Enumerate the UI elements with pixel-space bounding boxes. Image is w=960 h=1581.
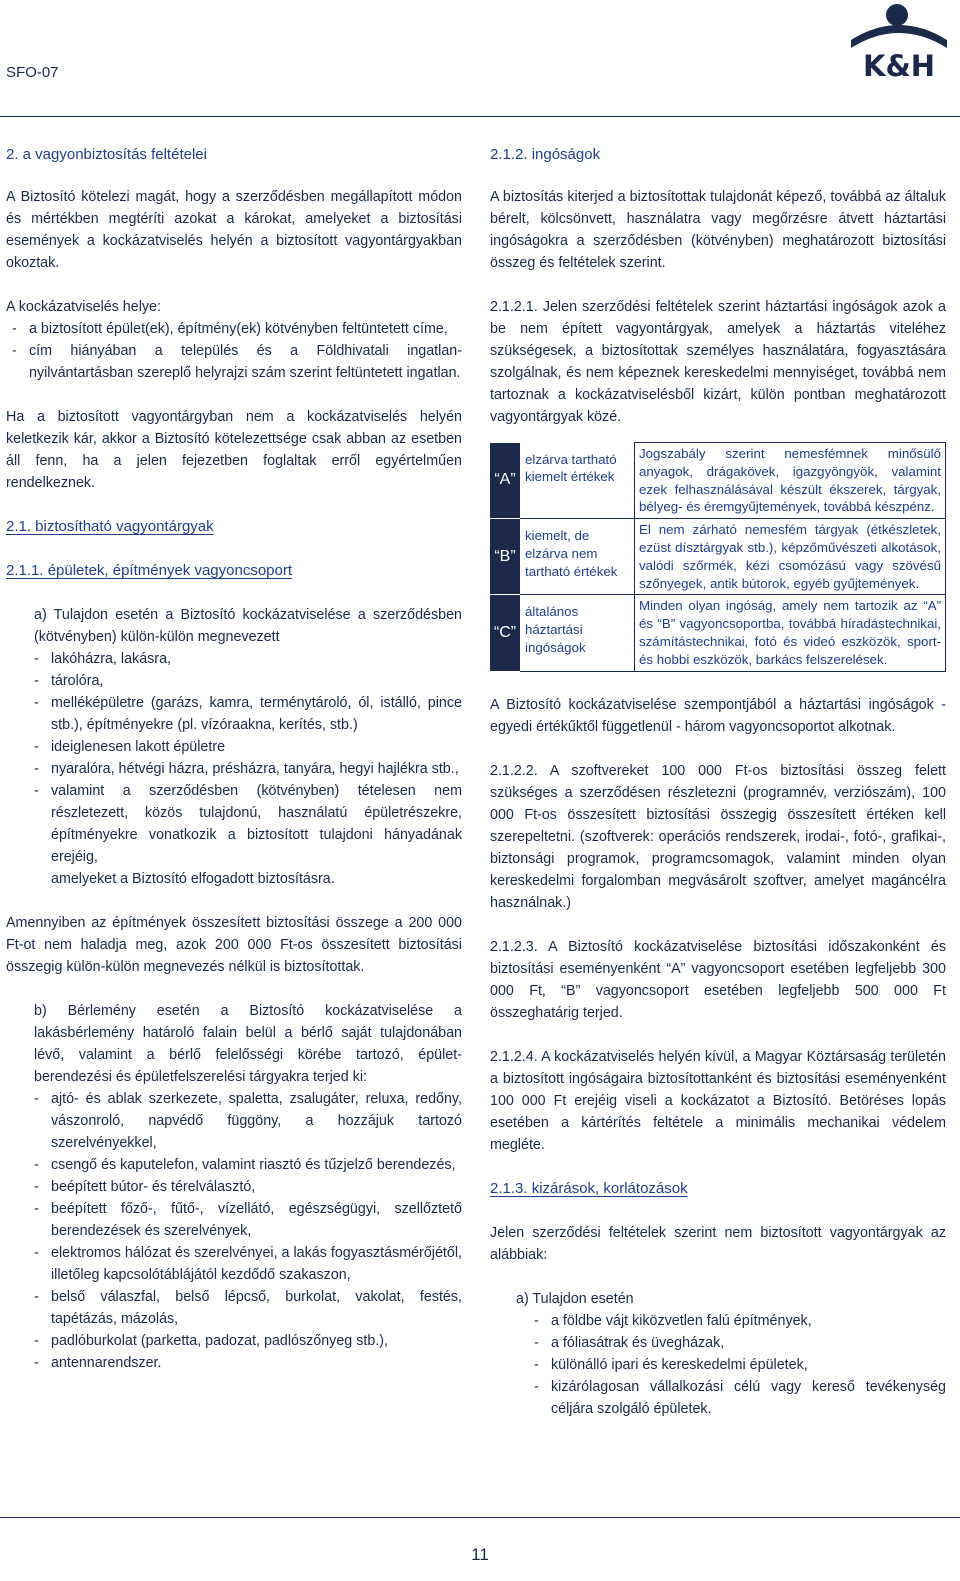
list-item: - belső válaszfal, belső lépcső, burkolat, vakolat, festés, tapétázás, mázolás,	[34, 1286, 462, 1330]
clause-b-intro: b) Bérlemény esetén a Biztosító kockázatviselése a lakásbérlemény határoló falain belül a bérlő saját tulajdonában lévő, valamint a bérlő felelősségi körébe tartozó, épület-berendezési és épületfelszerelési tárgyakra terjed ki:	[34, 1003, 462, 1085]
paragraph: Jelen szerződési feltételek szerint nem biztosított vagyontárgyak az alábbiak:	[490, 1224, 946, 1263]
list-item: - ajtó- és ablak szerkezete, spaletta, zsalugáter, reluxa, redőny, vászonroló, napvédő függöny, a hozzájuk tartozó szerelvényekkel,	[34, 1088, 462, 1154]
table-row	[490, 519, 946, 595]
location-list	[6, 318, 462, 384]
exclusion-a-intro: a) Tulajdon esetén	[516, 1290, 634, 1307]
paragraph: A biztosítás kiterjed a biztosítottak tulajdonát képező, továbbá az általuk bérelt, kölcsönvett, használatra vagy megőrzésre átvett háztartási ingóságokra a szerződésben (kötvényben) meghatározott biztosítási összeg és feltételek szerint.	[490, 189, 946, 271]
page-number: 11	[471, 1545, 489, 1564]
group-detail: El nem zárható nemesfém tárgyak (étkészletek, ezüst dísztárgyak stb.), képzőművészeti alkotások, valódi szőrmék, kézi csomózású vagy szövésű szőnyegek, antik bútorok, egyéb gyűjtemények.	[635, 519, 946, 595]
clause-a	[6, 604, 462, 890]
exclusion-a	[490, 1288, 946, 1420]
exclusion-list	[516, 1310, 946, 1420]
clause-a-intro: a) Tulajdon esetén a Biztosító kockázatviselése a szerződésben (kötvényben) külön-külön megnevezett	[34, 607, 462, 645]
header-divider	[0, 116, 960, 117]
subsection-heading: 2.1.2. ingóságok	[490, 146, 601, 163]
group-letter: “A”	[490, 443, 520, 519]
clause-a-outro: amelyeket a Biztosító elfogadott biztosításra.	[51, 871, 335, 887]
paragraph: 2.1.2.1. Jelen szerződési feltételek szerint háztartási ingóságok azok a be nem épített vagyontárgyak, amelyek a háztartás viteléhez szükségesek, a biztosítottak személyes használatára, fogyasztására szolgálnak, és nem képeznek kereskedelmi mennyiséget, továbbá nem tartoznak a kockázatviselésből kizárt, külön pontban meghatározott vagyontárgyak közé.	[490, 299, 946, 425]
group-letter: “C”	[490, 595, 520, 671]
paragraph: 2.1.2.4. A kockázatviselés helyén kívül, a Magyar Köztársaság területén a biztosított ingóságaira biztosítottanként és biztosítási eseményenként 100 000 Ft erejéig viseli a kockázatot a Biztosító. Betöréses lopás esetében a kártérítés feltétele a minimális mechanikai védelem megléte.	[490, 1048, 946, 1153]
list-item: - beépített bútor- és térelválasztó,	[34, 1176, 462, 1198]
subsection-heading: 2.1. biztosítható vagyontárgyak	[6, 518, 214, 535]
paragraph: 2.1.2.2. A szoftvereket 100 000 Ft-os biztosítási összeg felett szükséges a szerződésen részletezni (programnév, verziószám), 100 000 Ft-os összesített biztosítási összegig összesített értéken kell szerepeltetni. (szoftverek: operációs rendszerek, irodai-, fotó-, grafikai-, biztonsági programok, programcsomagok, valamint minden olyan kereskedelmi forgalomban megvásárolt szoftver, amelyet magáncélra használnak.)	[490, 762, 946, 911]
left-column	[6, 144, 462, 1374]
svg-text:K&H: K&H	[862, 49, 936, 82]
list-item: - elektromos hálózat és szerelvényei, a lakás fogyasztásmérőjétől, illetőleg kapcsolótáblájától kezdődő szakaszon,	[34, 1242, 462, 1286]
document-code: SFO-07	[6, 64, 59, 81]
list-item: - különálló ipari és kereskedelmi épületek,	[534, 1354, 946, 1376]
list-item: - lakóházra, lakásra,	[34, 648, 462, 670]
subsection-heading: 2.1.1. épületek, építmények vagyoncsoport	[6, 562, 293, 579]
list-item: - tárolóra,	[34, 670, 462, 692]
list-item: - csengő és kaputelefon, valamint riasztó és tűzjelző berendezés,	[34, 1154, 462, 1176]
paragraph: A Biztosító kötelezi magát, hogy a szerződésben megállapított módon és mértékben megtéríti azokat a károkat, amelyeket a biztosítási események a kockázatviselés helyén a biztosított vagyontárgyakban okoztak.	[6, 189, 462, 271]
paragraph: A Biztosító kockázatviselése szempontjából a háztartási ingóságok - egyedi értékűktől függetlenül - három vagyoncsoportot alkotnak.	[490, 696, 946, 735]
clause-b	[6, 1000, 462, 1374]
list-item: - valamint a szerződésben (kötvényben) tételesen nem részletezett, közös tulajdonú, használatú épületrészekre, építményekre vonatkozik a biztosított tulajdoni hányadának erejéig,	[34, 780, 462, 868]
list-item: - nyaralóra, hétvégi házra, présházra, tanyára, hegyi hajlékra stb.,	[34, 758, 462, 780]
list-item: - melléképületre (garázs, kamra, terménytároló, ól, istálló, pince stb.), építményekre (pl. vízóraakna, kerítés, stb.)	[34, 692, 462, 736]
group-description: kiemelt, de elzárva nem tartható értékek	[520, 519, 635, 595]
paragraph: 2.1.2.3. A Biztosító kockázatviselése biztosítási időszakonként és biztosítási eseményenként “A” vagyoncsoport esetében legfeljebb 300 000 Ft, “B” vagyoncsoport esetében legfeljebb 500 000 Ft összeghatárig terjed.	[490, 938, 946, 1021]
subsection-heading: 2.1.3. kizárások, korlátozások	[490, 1179, 688, 1197]
asset-group-table	[490, 442, 946, 672]
group-letter: “B”	[490, 519, 520, 595]
list-item: - a földbe vájt kiközvetlen falú építmények,	[534, 1310, 946, 1332]
group-description: elzárva tartható kiemelt értékek	[520, 443, 635, 519]
paragraph: Amennyiben az építmények összesített biztosítási összege a 200 000 Ft-ot nem haladja meg, azok 200 000 Ft-os összesített biztosítási összegig külön-külön megnevezés nélkül is biztosítottak.	[6, 915, 462, 975]
list-item: - padlóburkolat (parketta, padozat, padlószőnyeg stb.),	[34, 1330, 462, 1352]
table-row	[490, 595, 946, 671]
footer-divider	[0, 1517, 960, 1518]
group-detail: Minden olyan ingóság, amely nem tartozik az “A” és “B” vagyoncsoportba, továbbá híradástechnikai, számítástechnikai, fotó és videó eszközök, sport- és hobbi eszközök, barkács felszerelések.	[635, 595, 946, 671]
section-heading: 2. a vagyonbiztosítás feltételei	[6, 146, 207, 163]
right-column	[490, 144, 946, 1420]
list-item: - a fóliasátrak és üvegházak,	[534, 1332, 946, 1354]
list-item: - kizárólagosan vállalkozási célú vagy kereső tevékenység céljára szolgáló épületek.	[534, 1376, 946, 1420]
group-description: általános háztartási ingóságok	[520, 595, 635, 671]
location-title: A kockázatviselés helye:	[6, 299, 161, 315]
kh-logo	[849, 0, 949, 82]
list-item: - cím hiányában a település és a Földhivatali ingatlan-nyilvántartásban szereplő helyrajzi szám szerint feltüntetett ingatlan.	[12, 340, 462, 384]
table-row	[490, 443, 946, 519]
paragraph: Ha a biztosított vagyontárgyban nem a kockázatviselés helyén keletkezik kár, akkor a Biztosító kötelezettsége csak abban az esetben áll fenn, ha a jelen fejezetben foglaltak erről egyértelműen rendelkeznek.	[6, 409, 462, 491]
list-item: - beépített főző-, fűtő-, vízellátó, egészségügyi, szellőztető berendezések és szerelvények,	[34, 1198, 462, 1242]
list-item: - a biztosított épület(ek), építmény(ek) kötvényben feltüntetett címe,	[12, 318, 462, 340]
list-item: - ideiglenesen lakott épületre	[34, 736, 462, 758]
list-item: - antennarendszer.	[34, 1352, 462, 1374]
group-detail: Jogszabály szerint nemesfémnek minősülő anyagok, drágakövek, igazgyöngyök, valamint ezek felhasználásával készült ékszerek, tárgyak, bélyeg- és éremgyűjtemények, továbbá készpénz.	[635, 443, 946, 519]
